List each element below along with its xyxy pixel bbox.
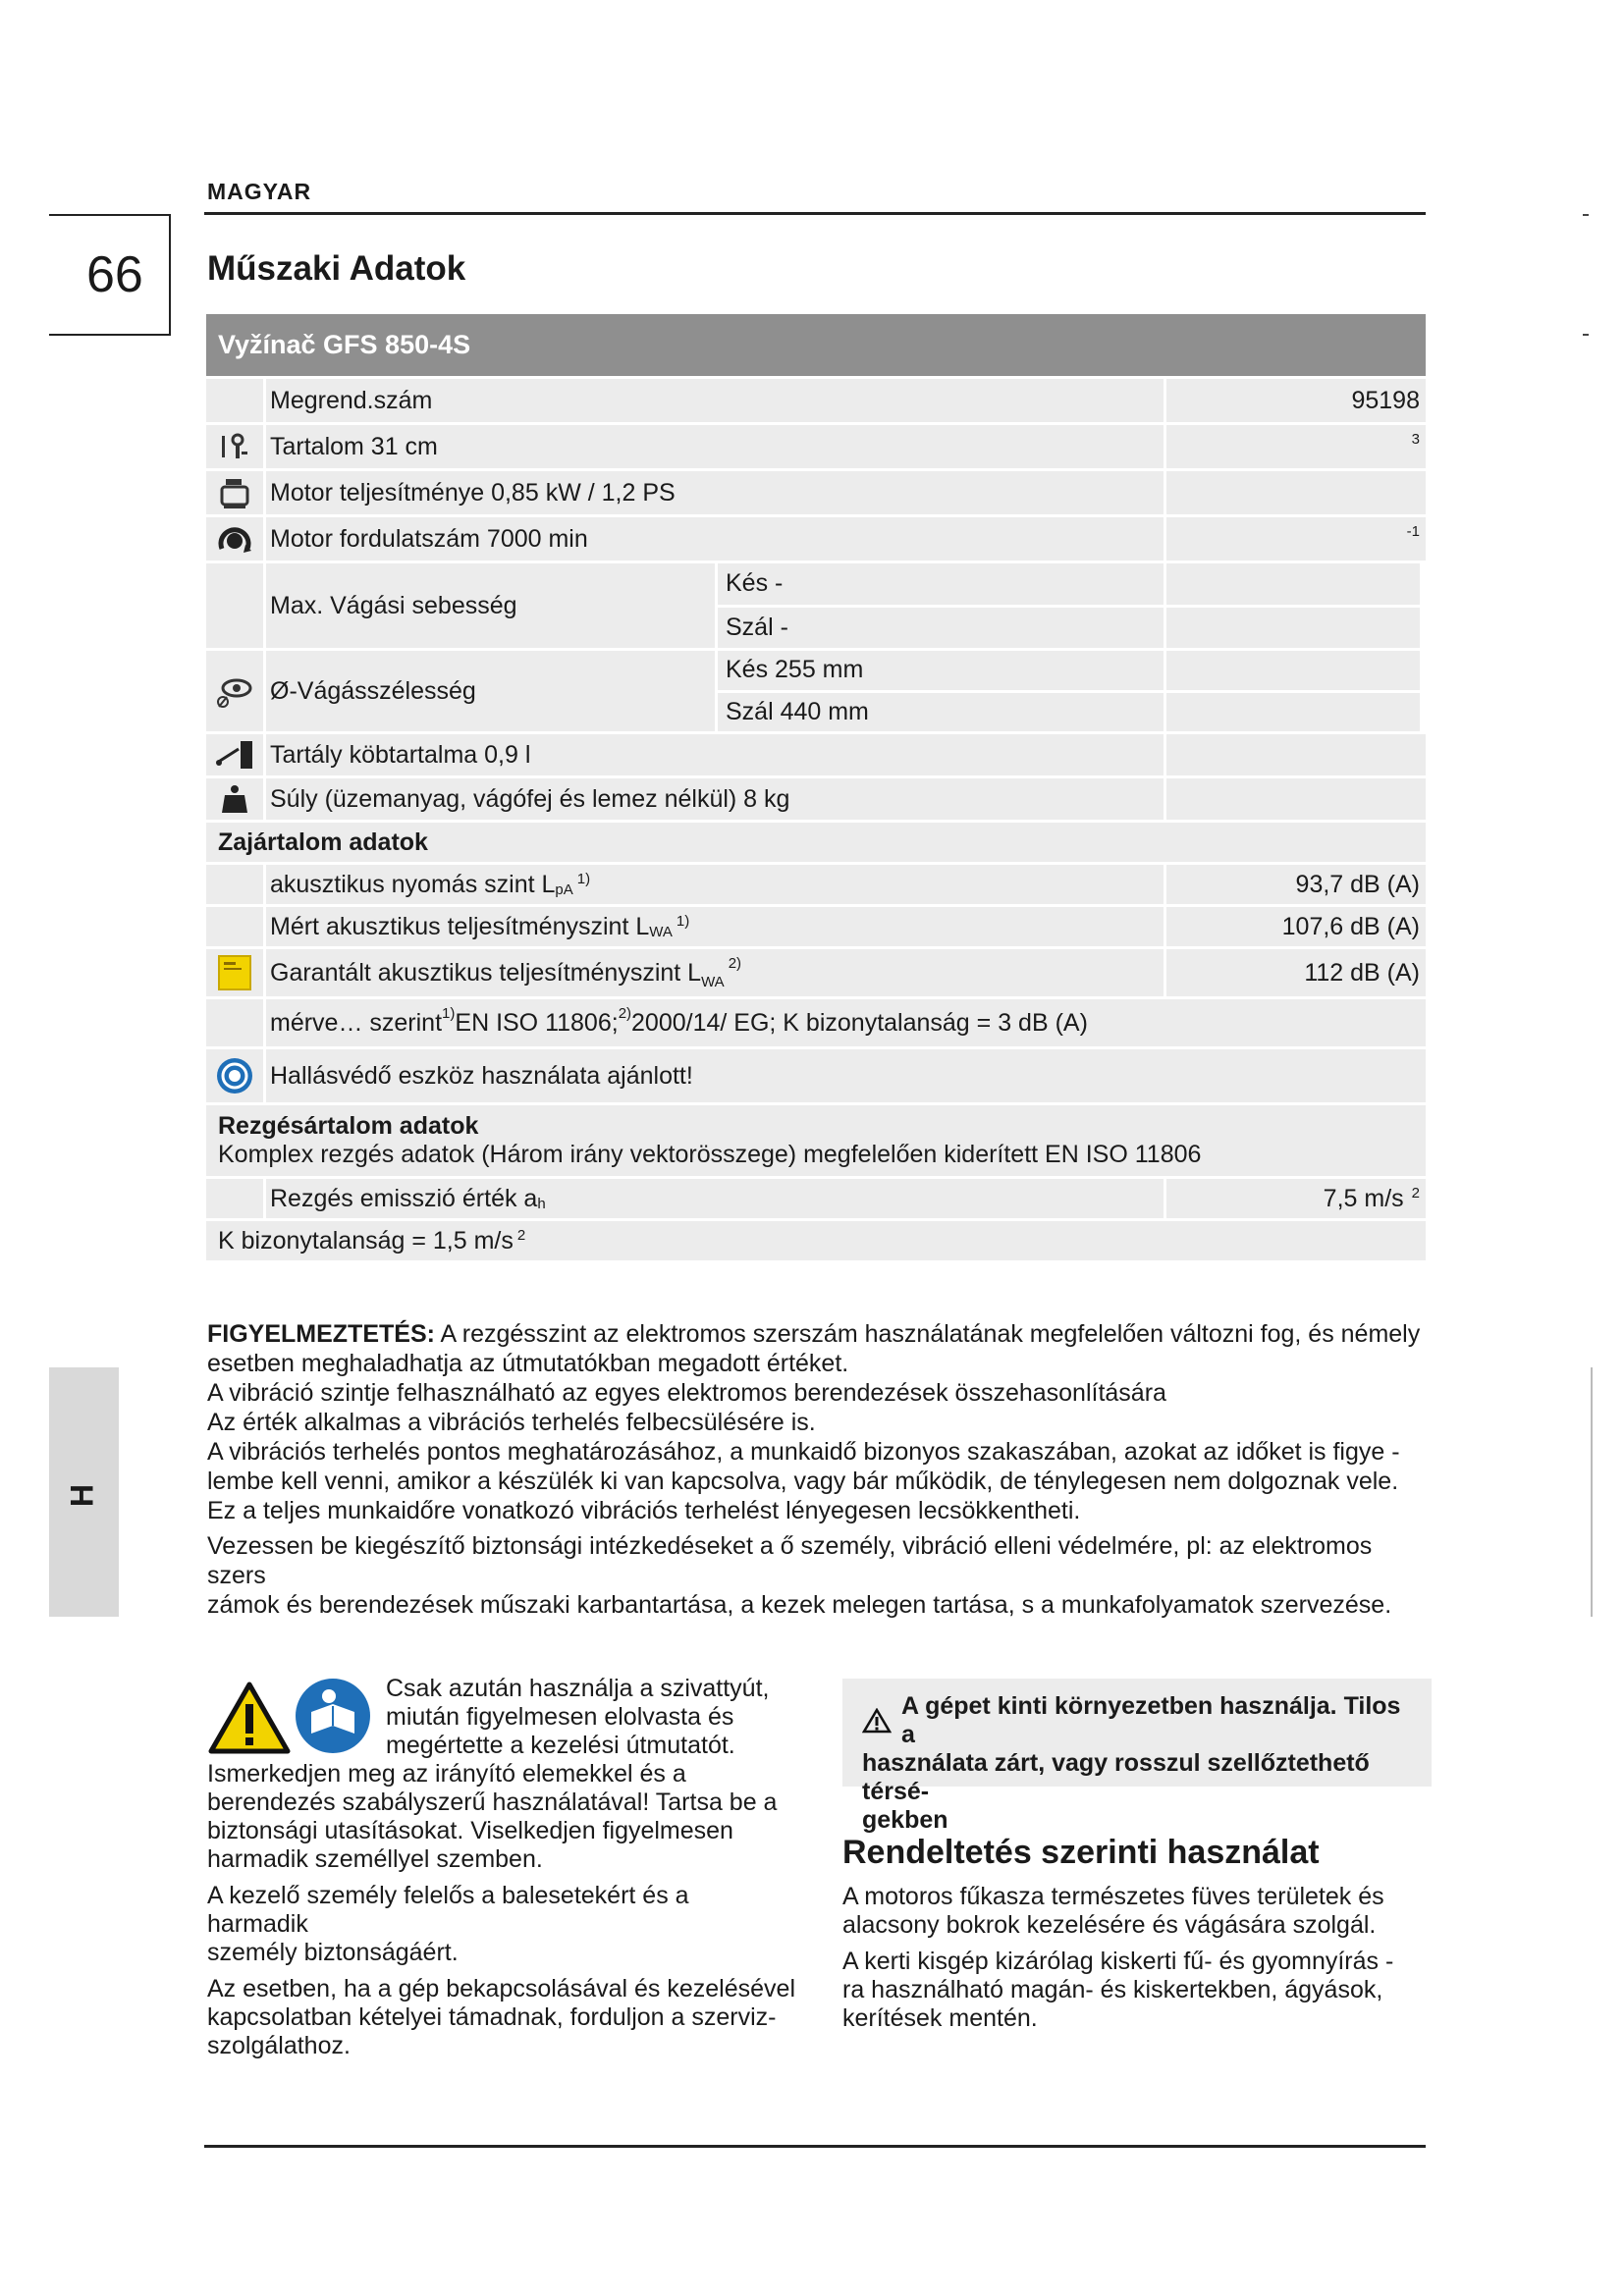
table-row [206,1179,1426,1218]
row-icon-empty [206,999,263,1046]
row-label: Rezgés emisszió érték a h [266,1179,1164,1218]
table-row [206,517,1426,561]
rpm-gauge-icon [206,517,263,561]
intended-use-heading: Rendeltetés szerinti használat [842,1834,1320,1871]
noise-heading: Zajártalom adatok [206,823,1426,862]
engine-displacement-icon [206,425,263,468]
table-section-row [206,823,1426,862]
table-row [206,999,1426,1046]
cutting-width-icon [206,651,263,731]
vibration-heading: Rezgésártalom adatok [218,1112,479,1140]
row-icon-empty [206,1179,263,1218]
row-label: Súly (üzemanyag, vágófej és lemez nélkül) 8 kg [266,778,1164,820]
table-row [206,651,1426,731]
motor-icon [206,471,263,514]
warning-triangle-icon [207,1681,292,1760]
row-label: Tartály köbtartalma 0,9 l [266,734,1164,775]
language-label: MAGYAR [207,179,312,204]
split-value: Kés - [718,563,1164,605]
row-label: Motor fordulatszám 7000 min [266,517,1164,561]
split-value: Szál 440 mm [718,693,1164,732]
table-row [206,778,1426,820]
row-value [1166,425,1426,468]
side-tab-letter: H [64,1483,100,1508]
row-label: Ø-Vágásszélesség [266,651,715,731]
row-value-empty [1166,563,1426,648]
table-heading: Vyžínač GFS 850-4S [206,314,1426,376]
fuel-tank-icon [206,734,263,775]
hearing-text: Hallásvédő eszköz használata ajánlott! [266,1049,1426,1102]
hearing-protection-icon [206,1049,263,1102]
margin-tick [1583,214,1589,216]
table-row [206,865,1426,904]
row-icon-empty [206,865,263,904]
table-row [206,379,1426,422]
margin-line [1591,1367,1593,1617]
warning-paragraph: FIGYELMEZTETÉS: A rezgésszint az elektromos szerszám használatának megfelelően változni fog, és némely esetben meghaladhatja az útmutatókban megadott értéket. A vibráció szintje felhasználható az egyes elektromos berendezések összehasonlítására Az érték alkalmas a vibrációs terhelés felbecsülésére is. A vibrációs terhelés pontos meghatározásához, a munkaidő bizonyos szakaszában, azokat az időket is figye - lembe kell venni, amikor a készülék ki van kapcsolva, vagy bár működik, de ténylegesen nem dolgoznak vele. Ez a teljes munkaidőre vonatkozó vibrációs terhelést lényegesen lecsökkentheti. Vezessen be kiegészítő biztonsági intézkedéseket a ő személy, vibráció elleni védelmére, pl: az elektromos szers zámok és berendezések műszaki karbantartása, a kezek melegen tartása, s a munkafolyamatok szervezése. [207,1320,1421,1619]
row-label: Max. Vágási sebesség [266,563,715,648]
header-rule [204,212,1426,215]
split-value: Kés 255 mm [718,651,1164,690]
row-label: Motor teljesítménye 0,85 kW / 1,2 PS [266,471,1164,514]
margin-tick [1583,334,1589,336]
row-label: Garantált akusztikus teljesítményszint L WA 2) [266,949,1164,996]
weight-icon [206,778,263,820]
footer-rule [204,2145,1426,2148]
row-value-empty [1166,778,1426,820]
row-value [1166,471,1426,514]
row-icon-empty [206,907,263,946]
row-label: Mért akusztikus teljesítményszint L WA 1) [266,907,1164,946]
row-value-sup: -1 [1406,523,1420,540]
split-cell [718,563,1164,648]
row-value: 93,7 dB (A) [1166,865,1426,904]
caution-icon [862,1708,892,1734]
split-value: Szál - [718,608,1164,649]
row-value: 7,5 m/s 2 [1166,1179,1426,1218]
read-manual-icon [294,1677,372,1760]
row-icon-empty [206,379,263,422]
row-label: akusztikus nyomás szint L pA 1) [266,865,1164,904]
page-title: Műszaki Adatok [207,249,466,288]
page-number: 66 [86,246,143,303]
row-value-sup: 3 [1411,431,1420,448]
table-row [206,471,1426,514]
uncertainty-line: K bizonytalanság = 1,5 m/s 2 [206,1221,1426,1260]
table-row [206,907,1426,946]
row-value-empty [1166,651,1426,731]
row-value: 107,6 dB (A) [1166,907,1426,946]
sound-label-icon [206,949,263,996]
measured-by-line: mérve… szerint 1) EN ISO 11806; 2) 2000/14/ EG; K bizonytalanság = 3 dB (A) [266,999,1426,1046]
left-column-text: Ismerkedjen meg az irányító elemekkel és a berendezés szabályszerű használatával! Tartsa be a biztonsági utasításokat. Viselkedjen figyelmesen harmadik személlyel szemben. A kezelő személy felelős a balesetekért és a harmadik személy biztonságáért. Az esetben, ha a gép bekapcsolásával és kezelésével kapcsolatban kételyei támadnak, forduljon a szerviz- szolgálathoz. [207,1760,795,2059]
row-value: 112 dB (A) [1166,949,1426,996]
split-cell [718,651,1164,731]
intro-text: Csak azután használja a szivattyút, miután figyelmesen elolvasta és megértette a kezelési útmutatót. [386,1675,770,1759]
table-section-row [206,1105,1426,1176]
row-label: Megrend.szám [266,379,1164,422]
vibration-block [206,1105,1426,1176]
table-row [206,563,1426,648]
table-section-row [206,1221,1426,1260]
row-icon-empty [206,563,263,648]
table-row [206,425,1426,468]
table-row [206,1049,1426,1102]
vibration-description: Komplex rezgés adatok (Három irány vektorösszege) megfelelően kiderített EN ISO 11806 [218,1141,1202,1168]
spec-table [206,314,1426,1260]
row-label: Tartalom 31 cm [266,425,1164,468]
row-value-empty [1166,734,1426,775]
row-value: 95198 [1166,379,1426,422]
right-column-text: A motoros fűkasza természetes füves területek és alacsony bokrok kezelésére és vágására szolgál. A kerti kisgép kizárólag kiskerti fű- és gyomnyírás - ra használható magán- és kiskertekben, ágyások, kerítések mentén. [842,1883,1394,2032]
row-value [1166,517,1426,561]
table-row [206,949,1426,996]
table-row [206,734,1426,775]
outdoor-use-notice: A gépet kinti környezetben használja. Tilos a használata zárt, vagy rosszul szellőztethető térsé- gekben [842,1679,1432,1787]
